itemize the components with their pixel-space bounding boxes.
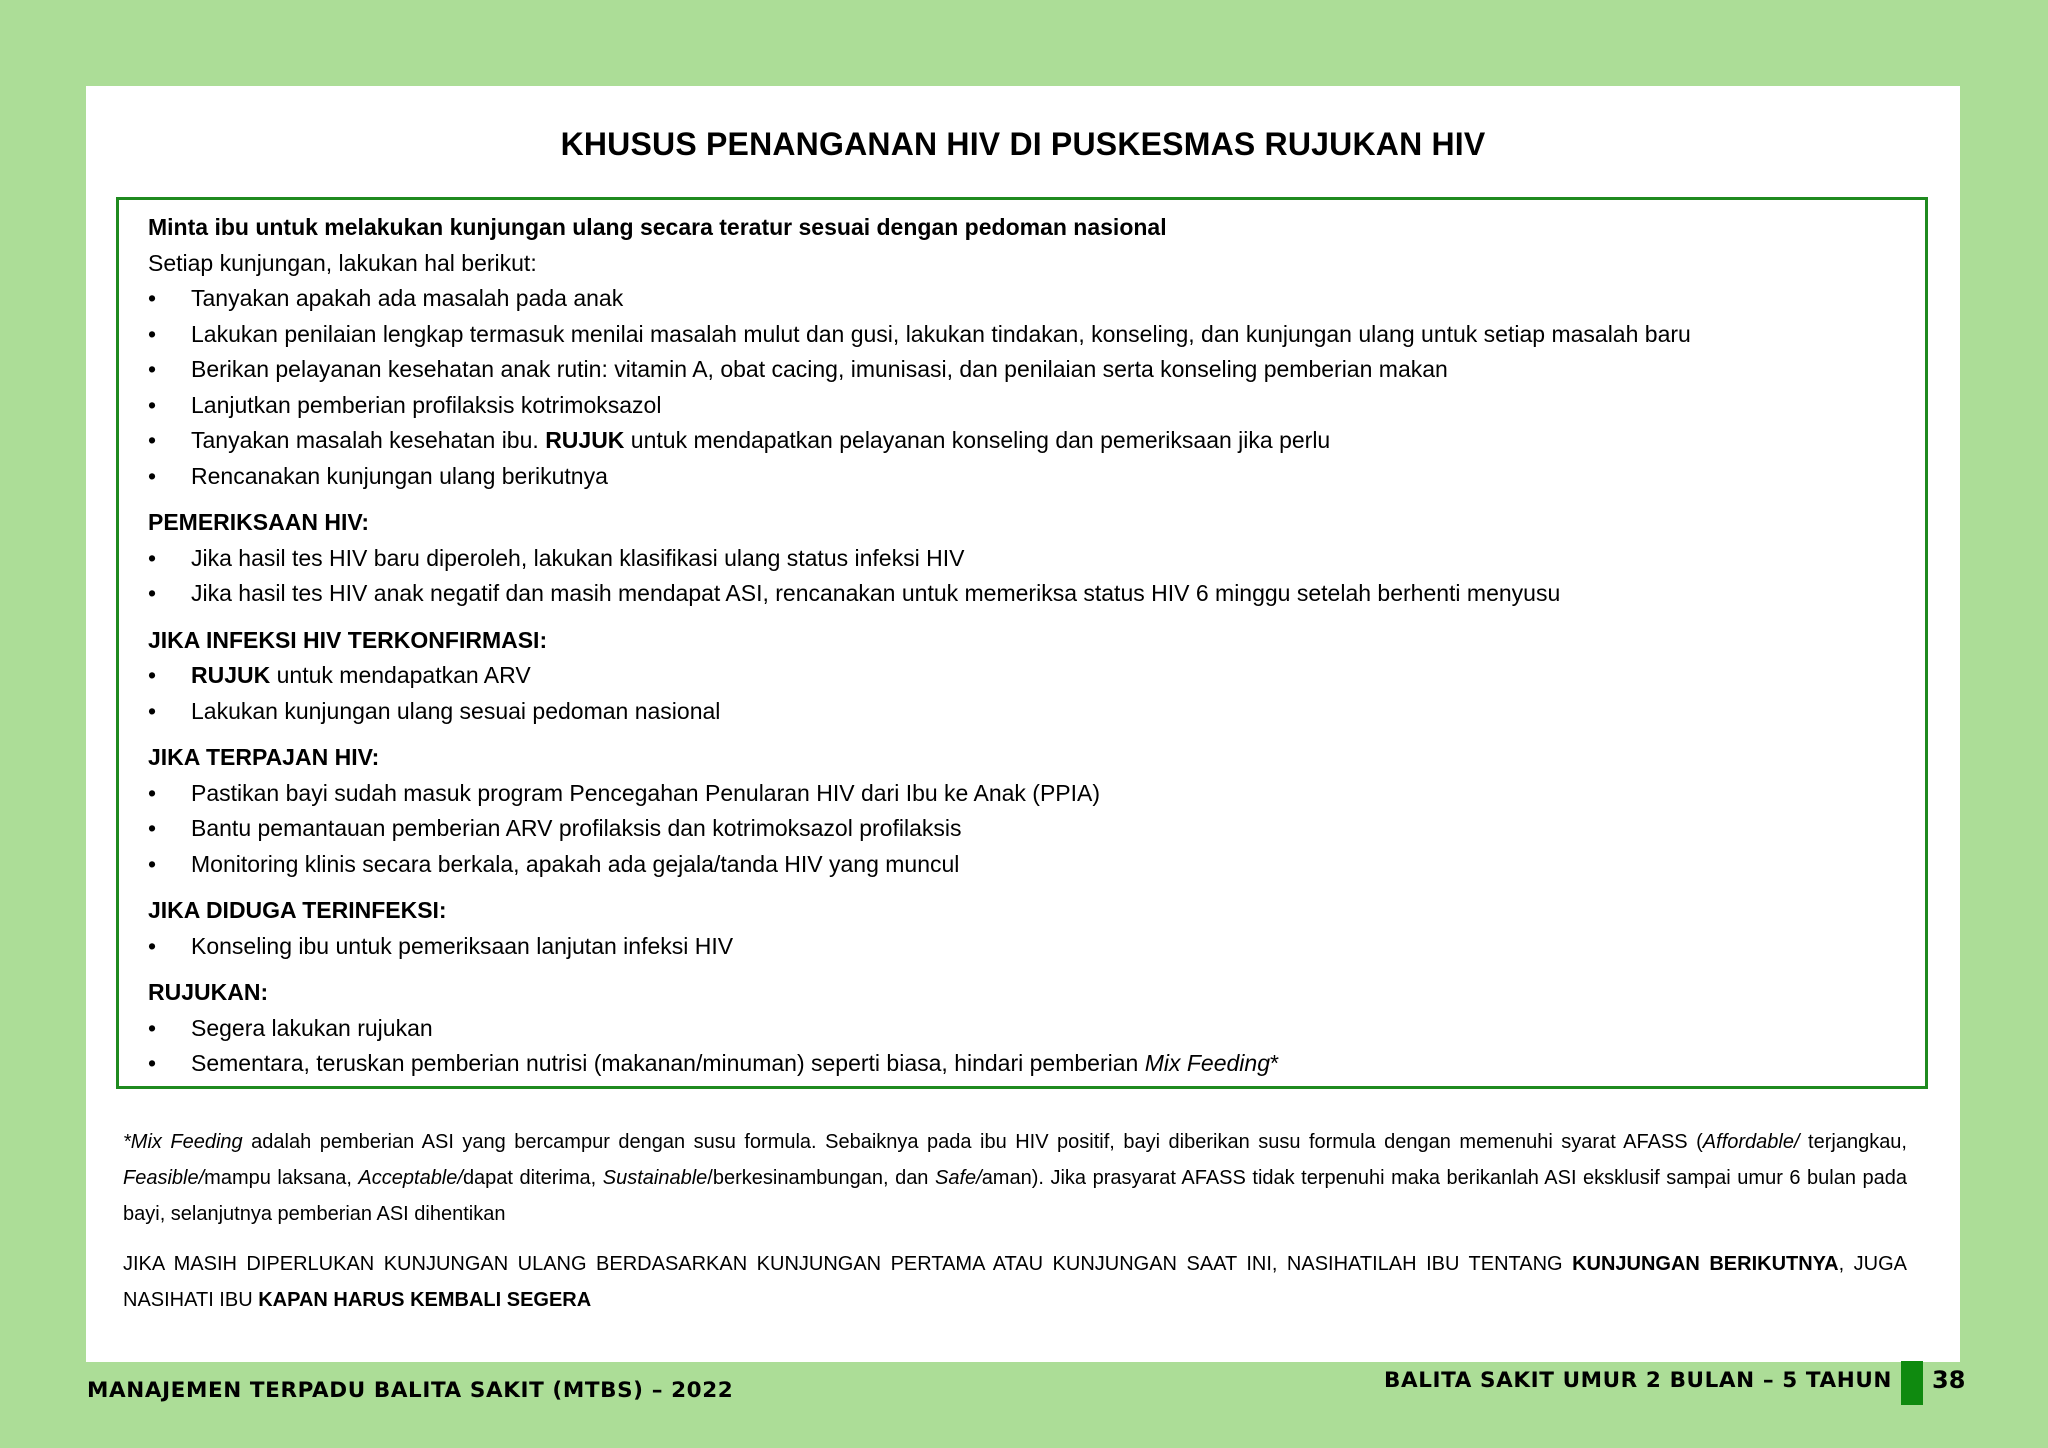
list-item: • Jika hasil tes HIV baru diperoleh, lakukan klasifikasi ulang status infeksi HIV xyxy=(148,541,1897,577)
intro-subheading: Setiap kunjungan, lakukan hal berikut: xyxy=(148,249,537,276)
list-item: • Lanjutkan pemberian profilaksis kotrimoksazol xyxy=(148,388,1897,424)
intro-heading: Minta ibu untuk melakukan kunjungan ulang secara teratur sesuai dengan pedoman nasional xyxy=(148,214,1167,240)
bullet-icon: • xyxy=(148,356,157,382)
bullet-icon: • xyxy=(148,1050,157,1076)
bullet-icon: • xyxy=(148,544,157,571)
footer-section-title: BALITA SAKIT UMUR 2 BULAN – 5 TAHUN xyxy=(1383,1368,1892,1393)
page-number: 38 xyxy=(1932,1366,1966,1394)
footnote: *Mix Feeding adalah pemberian ASI yang bercampur dengan susu formula. Sebaiknya pada ibu HIV positif, bayi diberikan susu formula dengan memenuhi syarat AFASS (Affordable/ terjangkau, Feasible/mampu laksana, Acceptable/dapat diterima, Sustainable/berkesinambungan, dan Safe/aman). Jika prasyarat AFASS tidak terpenuhi maka berikanlah ASI eksklusif sampai umur 6 bulan pada bayi, selanjutnya pemberian ASI dihentikan xyxy=(123,1131,1908,1225)
list-item: • Bantu pemantauan pemberian ARV profilaksis dan kotrimoksazol profilaksis xyxy=(148,811,1897,847)
section-heading-rujukan: RUJUKAN: xyxy=(148,979,269,1005)
section-heading-terkonfirmasi: JIKA INFEKSI HIV TERKONFIRMASI: xyxy=(148,626,548,653)
advice-paragraph: JIKA MASIH DIPERLUKAN KUNJUNGAN ULANG BERDASARKAN KUNJUNGAN PERTAMA ATAU KUNJUNGAN SAAT INI, NASIHATILAH IBU TENTANG KUNJUNGAN BERIKUTNYA, JUGA NASIHATI IBU KAPAN HARUS KEMBALI SEGERA xyxy=(123,1253,1907,1311)
bullet-icon: • xyxy=(148,1014,157,1041)
list-item: • Segera lakukan rujukan xyxy=(148,1011,1897,1047)
bullet-icon: • xyxy=(148,462,157,489)
list-item: • Konseling ibu untuk pemeriksaan lanjutan infeksi HIV xyxy=(148,929,1897,965)
list-item: • Pastikan bayi sudah masuk program Pencegahan Penularan HIV dari Ibu ke Anak (PPIA) xyxy=(148,776,1897,812)
page-marker-bar xyxy=(1901,1361,1923,1405)
section-heading-terpajan: JIKA TERPAJAN HIV: xyxy=(148,744,380,770)
list-item: • Sementara, teruskan pemberian nutrisi (makanan/minuman) seperti biasa, hindari pemberian Mix Feeding* xyxy=(148,1046,1897,1082)
page-title: KHUSUS PENANGANAN HIV DI PUSKESMAS RUJUKAN HIV xyxy=(560,126,1486,162)
list-item: • Monitoring klinis secara berkala, apakah ada gejala/tanda HIV yang muncul xyxy=(148,847,1897,883)
list-item: • Jika hasil tes HIV anak negatif dan masih mendapat ASI, rencanakan untuk memeriksa status HIV 6 minggu setelah berhenti menyusu xyxy=(148,576,1897,612)
list-item: • Berikan pelayanan kesehatan anak rutin: vitamin A, obat cacing, imunisasi, dan penilaian serta konseling pemberian makan xyxy=(148,352,1897,388)
page-sheet xyxy=(86,86,1960,1362)
list-item: • Rencanakan kunjungan ulang berikutnya xyxy=(148,459,1897,495)
bullet-icon: • xyxy=(148,391,157,418)
list-item: • Lakukan kunjungan ulang sesuai pedoman nasional xyxy=(148,694,1897,730)
list-item: • Tanyakan apakah ada masalah pada anak xyxy=(148,281,1897,317)
bullet-icon: • xyxy=(148,320,157,347)
bullet-icon: • xyxy=(148,580,157,606)
list-item: • RUJUK untuk mendapatkan ARV xyxy=(148,658,1897,694)
bullet-icon: • xyxy=(148,285,157,311)
list-item: • Lakukan penilaian lengkap termasuk menilai masalah mulut dan gusi, lakukan tindakan, konseling, dan kunjungan ulang untuk setiap masalah baru xyxy=(148,317,1897,353)
list-item: • Tanyakan masalah kesehatan ibu. RUJUK untuk mendapatkan pelayanan konseling dan pemeriksaan jika perlu xyxy=(148,423,1897,459)
content-box xyxy=(116,197,1928,1089)
bullet-icon: • xyxy=(148,662,157,688)
section-heading-diduga: JIKA DIDUGA TERINFEKSI: xyxy=(148,897,447,923)
bullet-icon: • xyxy=(148,427,157,453)
footer-document-title: MANAJEMEN TERPADU BALITA SAKIT (MTBS) – 2022 xyxy=(87,1378,734,1403)
bullet-icon: • xyxy=(148,850,157,877)
bullet-icon: • xyxy=(148,697,157,724)
bullet-icon: • xyxy=(148,815,157,841)
bullet-icon: • xyxy=(148,932,157,959)
bullet-icon: • xyxy=(148,779,157,806)
section-heading-pemeriksaan: PEMERIKSAAN HIV: xyxy=(148,509,370,535)
